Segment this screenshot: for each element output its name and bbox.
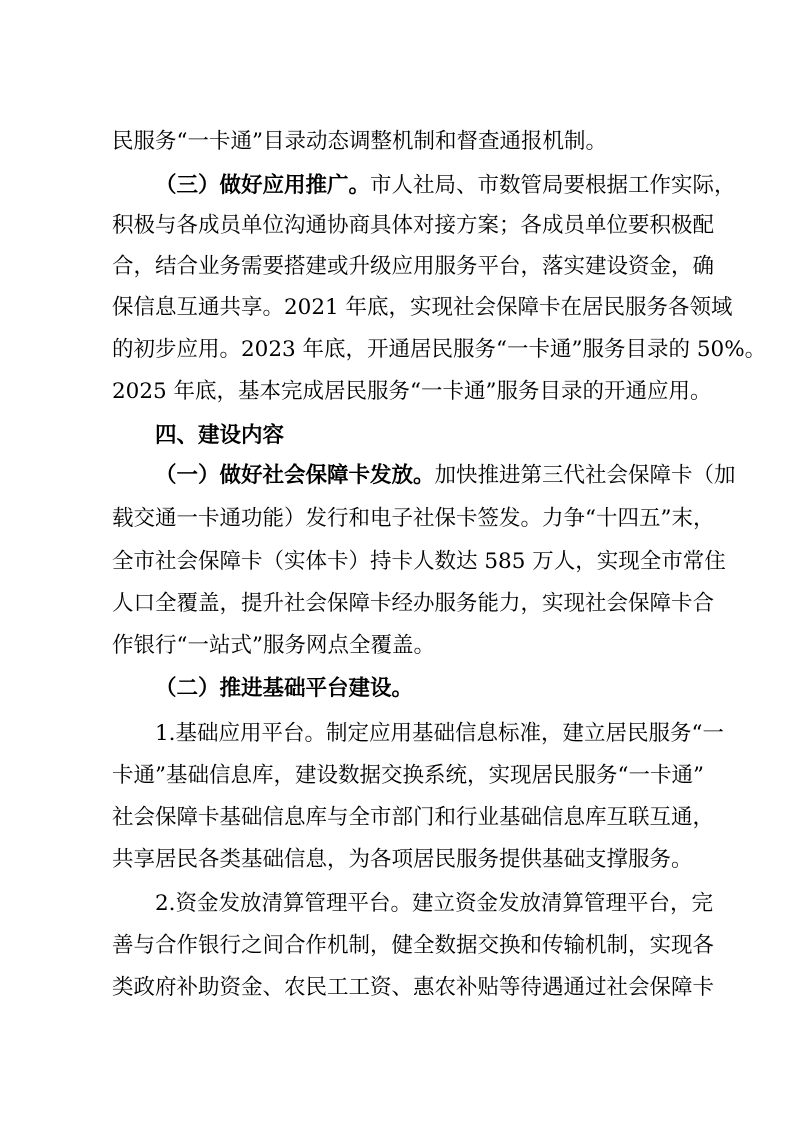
line-text: 加快推进第三代社会保障卡（加: [434, 463, 736, 488]
paragraph-line-7: [112, 372, 712, 412]
paragraph-line-21: [112, 968, 715, 1008]
paragraph-line-10: [112, 499, 715, 539]
line-text: 卡通”基础信息库，建设数据交换系统，实现居民服务“一卡通”: [112, 763, 704, 788]
paragraph-line-6: [112, 330, 767, 370]
paragraph-line-1: [112, 122, 692, 162]
line-text: 2.资金发放清算管理平台。建立资金发放清算管理平台，完: [155, 891, 714, 916]
line-text: 人口全覆盖，提升社会保障卡经办服务能力，实现社会保障卡合: [112, 591, 715, 616]
line-text: 载交通一卡通功能）发行和电子社保卡签发。力争“十四五”末，: [112, 506, 715, 531]
line-text: 1.基础应用平台。制定应用基础信息标准，建立居民服务“一: [155, 721, 725, 746]
line-text: 2025 年底，基本完成居民服务“一卡通”服务目录的开通应用。: [112, 379, 712, 404]
line-text: 社会保障卡基础信息库与全市部门和行业基础信息库互联互通，: [112, 805, 715, 830]
paragraph-line-16: [112, 756, 704, 796]
line-text: 合，结合业务需要搭建或升级应用服务平台，落实建设资金，确: [112, 254, 715, 279]
line-text: 类政府补助资金、农民工工资、惠农补贴等待遇通过社会保障卡: [112, 975, 715, 1000]
paragraph-line-2: [155, 166, 736, 206]
paragraph-line-5: [112, 288, 733, 328]
paragraph-line-3: [112, 206, 715, 246]
paragraph-line-15: [155, 714, 725, 754]
paragraph-line-18: [112, 840, 692, 880]
line-text: 市人社局、市数管局要根据工作实际，: [370, 173, 736, 198]
section-heading-application-promotion: （三）做好应用推广。: [155, 173, 371, 198]
subsection-heading-basic-platform: [155, 669, 692, 709]
paragraph-line-20: [112, 926, 715, 966]
paragraph-line-9: [155, 456, 736, 496]
heading-text: 四、建设内容: [155, 423, 285, 448]
subsection-heading-social-security-card: （一）做好社会保障卡发放。: [155, 463, 435, 488]
line-text: 的初步应用。2023 年底，开通居民服务“一卡通”服务目录的 50%。: [112, 337, 767, 362]
line-text: 积极与各成员单位沟通协商具体对接方案；各成员单位要积极配: [112, 213, 715, 238]
line-text: 作银行“一站式”服务网点全覆盖。: [112, 633, 435, 658]
paragraph-line-12: [112, 584, 715, 624]
paragraph-line-4: [112, 247, 715, 287]
heading-text: （二）推进基础平台建设。: [155, 676, 414, 701]
line-text: 民服务“一卡通”目录动态调整机制和督查通报机制。: [112, 129, 607, 154]
paragraph-line-17: [112, 798, 715, 838]
line-text: 保信息互通共享。2021 年底，实现社会保障卡在居民服务各领域: [112, 295, 733, 320]
paragraph-line-11: [112, 542, 726, 582]
paragraph-line-19: [155, 884, 714, 924]
line-text: 共享居民各类基础信息，为各项居民服务提供基础支撑服务。: [112, 847, 693, 872]
line-text: 善与合作银行之间合作机制，健全数据交换和传输机制，实现各: [112, 933, 715, 958]
section-heading-construction-content: [155, 416, 692, 456]
line-text: 全市社会保障卡（实体卡）持卡人数达 585 万人，实现全市常住: [112, 549, 726, 574]
paragraph-line-13: [112, 626, 692, 666]
